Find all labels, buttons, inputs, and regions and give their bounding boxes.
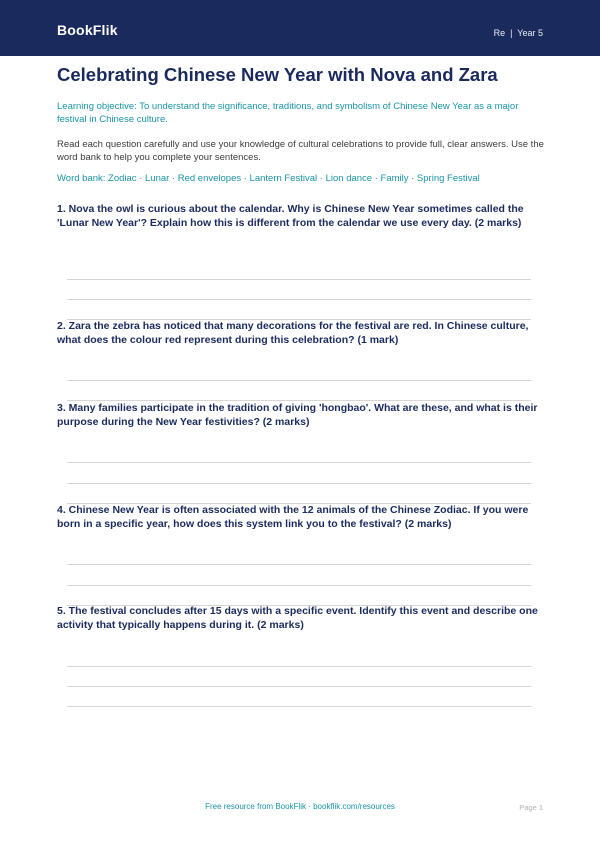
instructions: Read each question carefully and use your knowledge of cultural celebrations to provide full, clear answers. Use the word bank to help you complete your sentences.: [57, 139, 544, 163]
answer-line[interactable]: [67, 666, 531, 667]
page-header: [0, 0, 600, 56]
question-2: 2. Zara the zebra has noticed that many decorations for the festival are red. In Chinese culture, what does the colour red represent during this celebration? (1 mark): [57, 320, 529, 346]
worksheet-title: Celebrating Chinese New Year with Nova and Zara: [57, 64, 498, 85]
page-number: Page 1: [519, 803, 543, 812]
question-4: 4. Chinese New Year is often associated with the 12 animals of the Chinese Zodiac. If you were born in a specific year, how does this system link you to the festival? (2 marks): [57, 504, 529, 530]
word-bank: Word bank: Zodiac · Lunar · Red envelopes · Lantern Festival · Lion dance · Family · Spring Festival: [57, 173, 480, 184]
answer-line[interactable]: [67, 564, 531, 565]
answer-line[interactable]: [67, 585, 531, 586]
answer-line[interactable]: [67, 279, 531, 280]
subject-year-label: Re | Year 5: [493, 28, 543, 38]
answer-line[interactable]: [67, 462, 531, 463]
brand-logo: BookFlik: [57, 22, 118, 38]
answer-line[interactable]: [67, 483, 531, 484]
question-3: 3. Many families participate in the tradition of giving 'hongbao'. What are these, and what is their purpose during the New Year festivities? (2 marks): [57, 402, 538, 428]
answer-line[interactable]: [67, 706, 531, 707]
question-5: 5. The festival concludes after 15 days with a specific event. Identify this event and describe one activity that typically happens during it. (2 marks): [57, 605, 538, 631]
answer-line[interactable]: [67, 686, 531, 687]
learning-objective: Learning objective: To understand the significance, traditions, and symbolism of Chinese New Year as a major festival in Chinese culture.: [57, 101, 519, 125]
question-1: 1. Nova the owl is curious about the calendar. Why is Chinese New Year sometimes called the 'Lunar New Year'? Explain how this is different from the calendar we use every day. (2 marks): [57, 203, 524, 229]
answer-line[interactable]: [67, 380, 531, 381]
footer-credit: Free resource from BookFlik · bookflik.com/resources: [205, 802, 395, 811]
answer-line[interactable]: [67, 299, 531, 300]
